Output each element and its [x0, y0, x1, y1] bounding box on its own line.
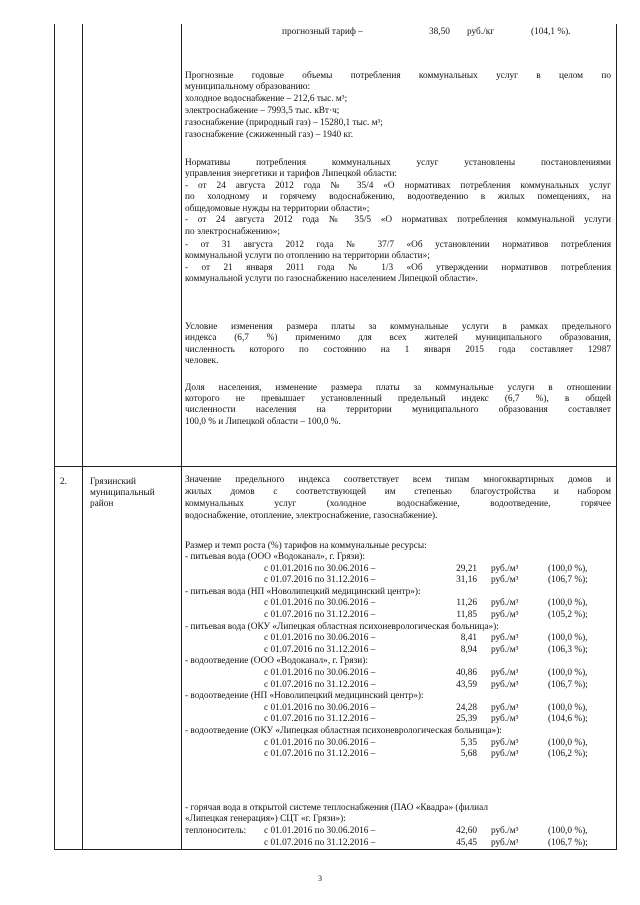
tariff-unit: руб./м³ — [491, 633, 519, 644]
tariff-value: 11,85 — [456, 610, 477, 620]
text-line: которого не превышает установленный предельный индекс (6,7 %), в общей — [185, 394, 611, 404]
text-line: по холодному и горячему водоснабжению, водоотведению в жилых помещениях, на — [185, 192, 611, 202]
text-line: индекса (6,7 %) применимо для всех жителей муниципального образования, — [185, 333, 611, 343]
tariff-period: с 01.07.2016 по 31.12.2016 – — [264, 679, 376, 690]
tariff-pct: (106,7 %); — [548, 679, 588, 690]
tariff-unit: руб./м³ — [491, 702, 519, 713]
forecast-unit: руб./кг — [467, 27, 495, 37]
tariff-unit: руб./м³ — [491, 838, 519, 848]
tariff-pct: (100,0 %), — [548, 598, 588, 609]
text-line: электроснабжение – 7993,5 тыс. кВт·ч; — [185, 106, 340, 116]
text-line: численности населения на территории муниципального образования составляет — [185, 405, 611, 415]
text-line: коммунальной услуги по газоснабжению населением Липецкой области». — [185, 274, 478, 284]
text-line: газоснабжение (сжиженный газ) – 1940 кг. — [185, 130, 354, 140]
column-divider-number — [82, 24, 83, 849]
tariffs-heading: Размер и темп роста (%) тарифов на коммунальные ресурсы: — [185, 541, 427, 551]
tariff-pct: (106,2 %); — [548, 749, 588, 760]
text-line: жилых домов с соответствующей им степенью благоустройства и набором — [185, 487, 611, 497]
municipality-name: Грязинский — [90, 477, 136, 487]
tariff-period: с 01.01.2016 по 30.06.2016 – — [264, 668, 376, 678]
hot-water-title: - горячая вода в открытой системе теплоснабжения (ПАО «Квадра» (филиал — [185, 803, 488, 813]
text-line: холодное водоснабжение – 212,6 тыс. м³; — [185, 94, 348, 104]
tariff-value: 24,28 — [456, 702, 477, 713]
text-line: муниципальному образованию: — [185, 82, 311, 92]
tariff-group-title: - водоотведение (ОКУ «Липецкая областная психоневрологическая больница»): — [185, 726, 502, 736]
tariff-pct: (100,0 %), — [548, 668, 588, 678]
municipality-name: муниципальный — [90, 488, 155, 498]
tariff-period: с 01.07.2016 по 31.12.2016 – — [264, 838, 376, 848]
tariff-value: 5,68 — [460, 749, 477, 760]
tariff-unit: руб./м³ — [491, 563, 519, 574]
tariff-unit: руб./м³ — [491, 714, 519, 725]
text-line: управления энергетики и тарифов Липецкой области: — [185, 169, 398, 179]
tariff-pct: (106,7 %); — [548, 838, 588, 848]
tariff-period: с 01.01.2016 по 30.06.2016 – — [264, 563, 376, 574]
tariff-group-title: - питьевая вода (НП «Новолипецкий медицинский центр»): — [185, 586, 421, 597]
tariff-unit: руб./м³ — [491, 598, 519, 609]
tariff-pct: (100,0 %), — [548, 826, 588, 836]
page-number: 3 — [318, 874, 322, 883]
tariff-pct: (106,7 %); — [548, 575, 588, 586]
text-line: общедомовые нужды на территории области»; — [185, 204, 370, 214]
text-line: водоснабжение, отопление, электроснабжение, газоснабжение). — [185, 511, 438, 521]
tariff-value: 8,41 — [460, 633, 477, 644]
text-line: - от 24 августа 2012 года № 35/4 «О нормативах потребления коммунальных услуг — [185, 181, 611, 191]
tariff-unit: руб./м³ — [491, 610, 519, 620]
text-line: Доля населения, изменение размера платы за коммунальные услуги в отношении — [185, 383, 611, 393]
text-line: человек. — [185, 356, 219, 366]
row2-content — [185, 0, 611, 860]
tariff-group-title: - питьевая вода (ООО «Водоканал», г. Грязи): — [185, 552, 365, 562]
text-line: газоснабжение (природный газ) – 15280,1 тыс. м³; — [185, 118, 383, 128]
tariff-unit: руб./м³ — [491, 668, 519, 678]
tariff-value: 11,26 — [456, 598, 477, 609]
forecast-value: 38,50 — [429, 27, 450, 37]
tariff-period: с 01.07.2016 по 31.12.2016 – — [264, 575, 376, 586]
text-line: - от 21 января 2011 года № 1/3 «Об утверждении нормативов потребления — [185, 263, 611, 273]
tariff-unit: руб./м³ — [491, 644, 519, 655]
tariff-value: 25,39 — [456, 714, 477, 725]
tariff-period: с 01.07.2016 по 31.12.2016 – — [264, 749, 376, 760]
row-number: 2. — [60, 477, 67, 487]
text-line: коммунальной услуги по отоплению на территории области»; — [185, 251, 430, 261]
text-line: по электроснабжению»; — [185, 227, 280, 237]
tariff-unit: руб./м³ — [491, 826, 519, 836]
tariff-pct: (105,2 %); — [548, 610, 588, 620]
tariff-value: 5,35 — [460, 737, 477, 748]
forecast-label: прогнозный тариф – — [282, 27, 363, 37]
tariff-unit: руб./м³ — [491, 737, 519, 748]
text-line: - от 31 августа 2012 года № 37/7 «Об установлении нормативов потребления — [185, 240, 611, 250]
text-line: Значение предельного индекса соответствует всем типам многоквартирных домов и — [185, 475, 611, 485]
tariff-group-title: - питьевая вода (ОКУ «Липецкая областная психоневрологическая больница»): — [185, 621, 499, 632]
tariff-pct: (100,0 %), — [548, 737, 588, 748]
tariff-value: 29,21 — [456, 563, 477, 574]
tariff-period: с 01.01.2016 по 30.06.2016 – — [264, 737, 376, 748]
tariff-value: 43,59 — [456, 679, 477, 690]
tariff-unit: руб./м³ — [491, 575, 519, 586]
text-line: 100,0 % и Липецкой области – 100,0 %. — [185, 417, 341, 427]
text-line: Нормативы потребления коммунальных услуг установлены постановлениями — [185, 158, 611, 168]
tariff-value: 31,16 — [456, 575, 477, 586]
text-line: коммунальных услуг (холодное водоснабжение, водоотведение, горячее — [185, 499, 611, 509]
text-line: - от 24 августа 2012 года № 35/5 «О нормативах потребления коммунальной услуги — [185, 215, 611, 225]
tariff-period: с 01.01.2016 по 30.06.2016 – — [264, 826, 376, 836]
tariff-pct: (100,0 %), — [548, 563, 588, 574]
tariff-period: с 01.07.2016 по 31.12.2016 – — [264, 714, 376, 725]
municipality-name: район — [90, 499, 114, 509]
tariff-period: с 01.01.2016 по 30.06.2016 – — [264, 598, 376, 609]
tariff-group-title: - водоотведение (НП «Новолипецкий медицинский центр»): — [185, 691, 424, 702]
tariff-pct: (100,0 %), — [548, 633, 588, 644]
coolant-label: теплоноситель: — [185, 826, 247, 836]
tariff-unit: руб./м³ — [491, 749, 519, 760]
column-divider-municipality — [181, 24, 182, 849]
tariff-value: 45,45 — [456, 838, 477, 848]
tariff-group-title: - водоотведение (ООО «Водоканал», г. Грязи): — [185, 656, 368, 667]
text-line: Условие изменения размера платы за коммунальные услуги в рамках предельного — [185, 322, 611, 332]
tariff-value: 42,60 — [456, 826, 477, 836]
tariff-value: 8,94 — [460, 644, 477, 655]
tariff-period: с 01.07.2016 по 31.12.2016 – — [264, 610, 376, 620]
tariff-value: 40,86 — [456, 668, 477, 678]
forecast-pct: (104,1 %). — [531, 27, 571, 37]
tariff-period: с 01.01.2016 по 30.06.2016 – — [264, 702, 376, 713]
hot-water-title: «Липецкая генерация») СЦТ «г. Грязи»): — [185, 814, 346, 824]
tariff-pct: (104,6 %); — [548, 714, 588, 725]
tariff-pct: (100,0 %), — [548, 702, 588, 713]
text-line: Прогнозные годовые объемы потребления коммунальных услуг в целом по — [185, 71, 611, 81]
tariff-pct: (106,3 %); — [548, 644, 588, 655]
tariff-unit: руб./м³ — [491, 679, 519, 690]
text-line: численность которого по состоянию на 1 января 2015 года составляет 12987 — [185, 345, 611, 355]
tariff-period: с 01.07.2016 по 31.12.2016 – — [264, 644, 376, 655]
tariff-period: с 01.01.2016 по 30.06.2016 – — [264, 633, 376, 644]
